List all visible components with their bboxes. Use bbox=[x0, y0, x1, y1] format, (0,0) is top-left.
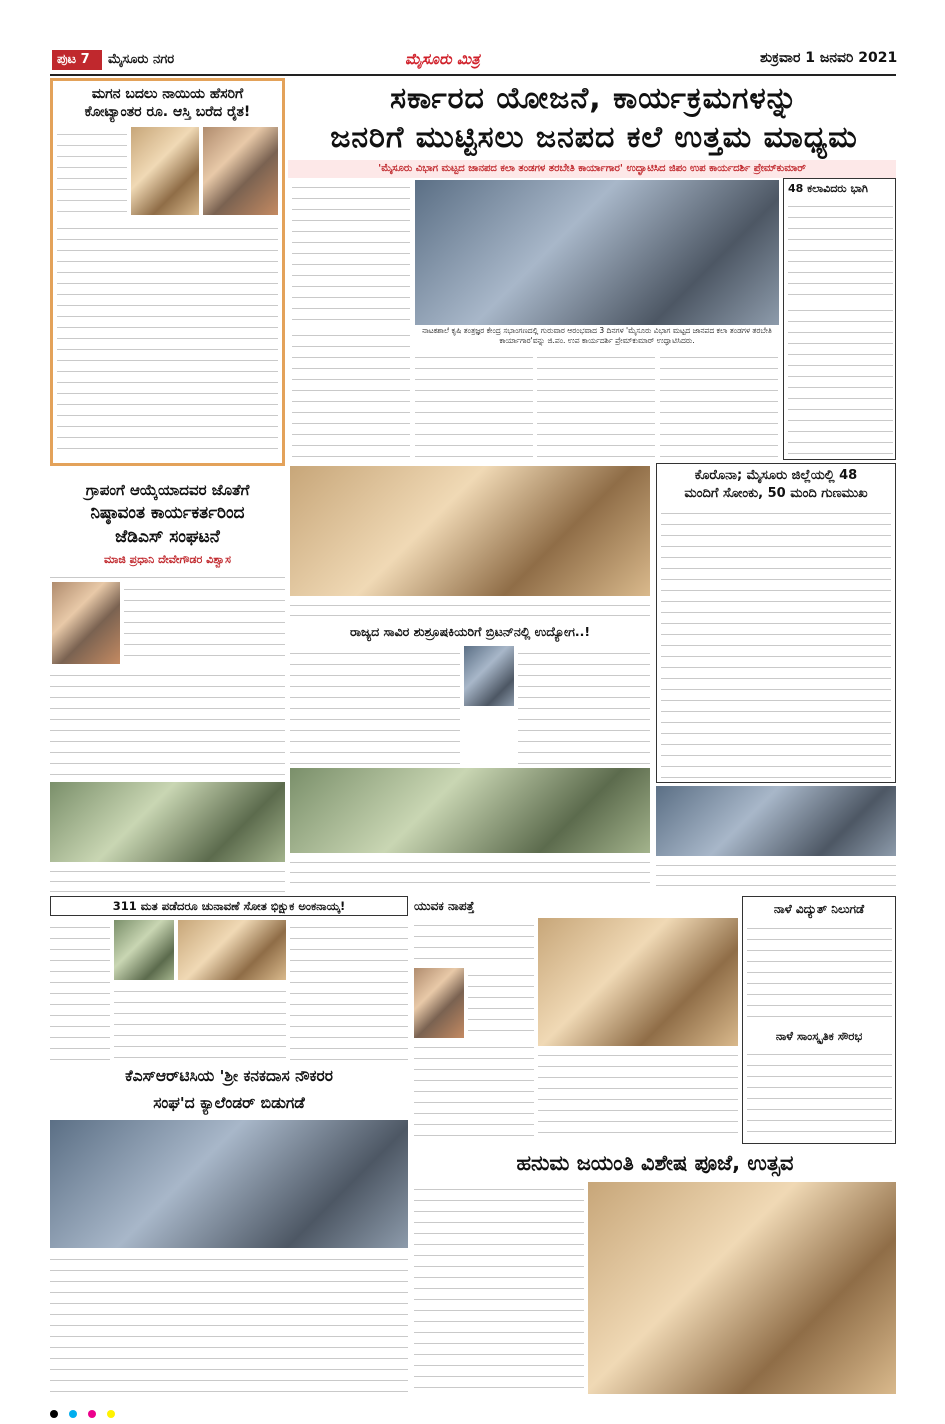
dog-story-headline-2: ಕೋಟ್ಯಾಂತರ ರೂ. ಆಸ್ತಿ ಬರೆದ ರೈತ! bbox=[84, 104, 251, 120]
page-number-badge: ಪುಟ 7 bbox=[52, 50, 102, 70]
calendar-photo-caption bbox=[50, 864, 285, 894]
header-rule bbox=[50, 74, 896, 76]
ksrtc-headline-2: ಸಂಘ'ದ ಕ್ಯಾಲೆಂಡರ್ ಬಿಡುಗಡೆ bbox=[153, 1094, 305, 1112]
main-story-body-col4 bbox=[537, 350, 655, 460]
election-body-col2 bbox=[114, 984, 286, 1060]
culture-body bbox=[747, 1047, 892, 1141]
main-headline-line1: ಸರ್ಕಾರದ ಯೋಜನೆ, ಕಾರ್ಯಕ್ರಮಗಳನ್ನು bbox=[390, 81, 798, 116]
main-story-body-col1 bbox=[292, 180, 410, 325]
will-document-photo bbox=[203, 127, 278, 215]
nurses-body-col1 bbox=[290, 646, 460, 764]
artists-headline: 48 ಕಲಾವಿದರು ಭಾಗಿ bbox=[788, 182, 868, 195]
notices-box bbox=[742, 896, 896, 1144]
hanuma-headline: ಹನುಮ ಜಯಂತಿ ವಿಶೇಷ ಪೂಜೆ, ಉತ್ಸವ bbox=[516, 1151, 794, 1175]
felicitation-photo bbox=[290, 768, 650, 853]
corona-headline-1: ಕೊರೊನಾ; ಮೈಸೂರು ಜಿಲ್ಲೆಯಲ್ಲಿ 48 bbox=[694, 468, 858, 483]
missing-body bbox=[414, 1040, 534, 1140]
issue-date: ಶುಕ್ರವಾರ 1 ಜನವರಿ 2021 bbox=[760, 50, 898, 66]
jds-body-right bbox=[124, 582, 285, 664]
group-photo-caption bbox=[290, 598, 650, 618]
missing-headline: ಯುವಕ ನಾಪತ್ತೆ bbox=[414, 899, 475, 913]
gram-panchayat-group-photo bbox=[290, 466, 650, 596]
election-headline: 311 ಮತ ಪಡೆದರೂ ಚುನಾವಣೆ ಸೋತ ಭಿಕ್ಷುಕ ಅಂಕನಾಯ್ಕ! bbox=[50, 896, 408, 916]
felicitation-caption bbox=[290, 855, 650, 885]
print-registration-marks bbox=[50, 1403, 896, 1415]
devegowda-photo bbox=[52, 582, 120, 664]
nurses-headline: ರಾಜ್ಯದ ಸಾವಿರ ಶುಶ್ರೂಷಕಿಯರಿಗೆ ಬ್ರಿಟನ್‌ನಲ್ಲಿ ಉದ್ಯೋಗ..! bbox=[349, 624, 591, 639]
hanuma-puja-photo bbox=[588, 1182, 896, 1394]
dog-property-story bbox=[50, 78, 285, 466]
dog-story-text-col bbox=[57, 127, 127, 227]
artists-body-2 bbox=[788, 303, 893, 457]
jds-headline-3: ಜೆಡಿಎಸ್ ಸಂಘಟನೆ bbox=[115, 527, 220, 547]
artists-body bbox=[788, 199, 893, 299]
ksrtc-calendar-photo bbox=[50, 1120, 408, 1248]
ambedkar-event-photo bbox=[656, 786, 896, 856]
masthead-logo: ಮೈಸೂರು ಮಿತ್ರ bbox=[405, 50, 480, 68]
nurses-body-col2 bbox=[518, 646, 650, 764]
main-story-body-col3 bbox=[415, 350, 533, 460]
missing-body-side bbox=[468, 968, 534, 1038]
jds-kicker: ಮಾಜಿ ಪ್ರಧಾನಿ ದೇವೇಗೌಡರ ವಿಶ್ವಾಸ bbox=[104, 553, 231, 566]
corona-story bbox=[656, 463, 896, 783]
election-body-col3 bbox=[290, 920, 408, 1060]
power-cut-body bbox=[747, 921, 892, 1023]
retirement-caption bbox=[538, 1048, 738, 1140]
culture-headline: ನಾಳೆ ಸಾಂಸ್ಕೃತಿಕ ಸೌರಭ bbox=[775, 1029, 863, 1043]
retirement-photo bbox=[538, 918, 738, 1046]
election-body-col1 bbox=[50, 920, 110, 1060]
yellow-dot-icon bbox=[107, 1410, 115, 1418]
beggar-photo-1 bbox=[114, 920, 174, 980]
section-title: ಮೈಸೂರು ನಗರ bbox=[108, 52, 175, 67]
main-headline-line2: ಜನರಿಗೆ ಮುಟ್ಟಿಸಲು ಜನಪದ ಕಲೆ ಉತ್ತಮ ಮಾಧ್ಯಮ bbox=[330, 120, 858, 155]
dog-story-body bbox=[57, 221, 278, 459]
ksrtc-body bbox=[50, 1252, 408, 1392]
black-dot-icon bbox=[50, 1410, 58, 1418]
ambedkar-caption bbox=[656, 858, 896, 888]
calendar-release-photo bbox=[50, 782, 285, 862]
cyan-dot-icon bbox=[69, 1410, 77, 1418]
jds-body bbox=[50, 668, 285, 780]
artists-sidebar bbox=[783, 178, 896, 460]
dog-photo bbox=[131, 127, 199, 215]
corona-headline-2: ಮಂದಿಗೆ ಸೋಂಕು, 50 ಮಂದಿ ಗುಣಮುಖ bbox=[684, 486, 868, 501]
ksrtc-headline-1: ಕೆಎಸ್‌ಆರ್‌ಟಿಸಿಯ 'ಶ್ರೀ ಕನಕದಾಸ ನೌಕರರ bbox=[125, 1067, 333, 1085]
main-story-body-col5 bbox=[660, 350, 778, 460]
beggar-photo-2 bbox=[178, 920, 286, 980]
main-story-body-col2 bbox=[292, 328, 410, 460]
hanuma-body bbox=[414, 1182, 584, 1394]
jds-headline-2: ನಿಷ್ಠಾವಂತ ಕಾರ್ಯಕರ್ತರಿಂದ bbox=[90, 503, 245, 523]
main-event-photo bbox=[415, 180, 779, 325]
main-subhead: 'ಮೈಸೂರು ವಿಭಾಗ ಮಟ್ಟದ ಜಾನಪದ ಕಲಾ ತಂಡಗಳ ತರಬೇತಿ ಕಾರ್ಯಾಗಾರ' ಉದ್ಘಾಟಿಸಿದ ಜಿಪಂ ಉಪ ಕಾರ್ಯದರ್ಶಿ ಪ್ರೇಮ್‌ಕುಮಾರ್ bbox=[288, 160, 896, 178]
jds-body-top bbox=[50, 570, 285, 578]
power-cut-headline: ನಾಳೆ ವಿದ್ಯುತ್ ನಿಲುಗಡೆ bbox=[773, 902, 865, 916]
missing-body-top bbox=[414, 918, 534, 966]
corona-body bbox=[661, 506, 891, 781]
jds-headline-1: ಗ್ರಾಪಂಗೆ ಆಯ್ಕೆಯಾದವರ ಜೊತೆಗೆ bbox=[85, 481, 250, 499]
dog-story-headline-1: ಮಗನ ಬದಲು ನಾಯಿಯ ಹೆಸರಿಗೆ bbox=[91, 86, 244, 102]
missing-youth-photo bbox=[414, 968, 464, 1038]
magenta-dot-icon bbox=[88, 1410, 96, 1418]
minister-photo bbox=[464, 646, 514, 706]
main-photo-caption: ನಾಟಕಶಾಲೆ ಕೃಷಿ ತಂತ್ರಜ್ಞರ ಕೇಂದ್ರ ಸಭಾಂಗಣದಲ್ಲಿ ಗುರುವಾರ ಆರಂಭವಾದ 3 ದಿನಗಳ 'ಮೈಸೂರು ವಿಭಾಗ ಮಟ್ಟದ ಜಾನಪದ ಕಲಾ ತಂಡಗಳ ತರಬೇತಿ ಕಾರ್ಯಾಗಾರ'ವನ್ನು ಜಿ.ಪಂ. ಉಪ ಕಾರ್ಯದರ್ಶಿ ಪ್ರೇಮ್‌ಕುಮಾರ್ ಉದ್ಘಾಟಿಸಿದರು. bbox=[422, 326, 772, 345]
